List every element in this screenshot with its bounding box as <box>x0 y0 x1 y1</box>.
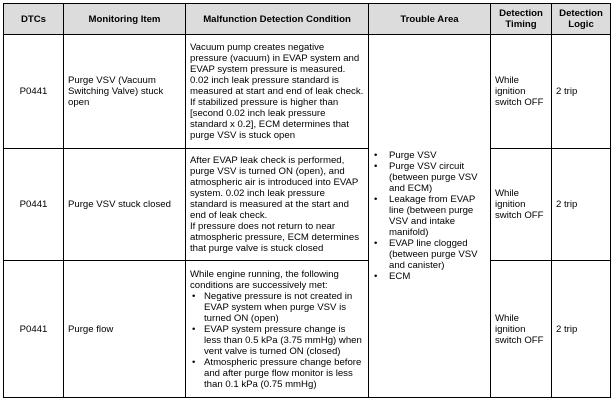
dtc-code: P0441 <box>4 149 64 261</box>
trouble-area-item: • Leakage from EVAP line (between purge VSV and intake manifold) <box>373 194 486 238</box>
header-dtc: DTCs <box>4 4 64 35</box>
malfunction-condition <box>186 35 369 149</box>
trouble-area-item: • ECM <box>373 271 486 282</box>
trouble-area-list <box>373 150 486 282</box>
detection-logic: 2 trip <box>552 149 611 261</box>
monitoring-item: Purge VSV (Vacuum Switching Valve) stuck open <box>64 35 186 149</box>
header-trouble-area: Trouble Area <box>369 4 491 35</box>
detection-timing: While ignition switch OFF <box>491 35 552 149</box>
trouble-area-item: • Purge VSV <box>373 150 486 161</box>
condition-bullet: • EVAP system pressure change is less than 0.5 kPa (3.75 mmHg) when vent valve is turned ON (closed) <box>190 324 364 357</box>
malfunction-condition <box>186 149 369 261</box>
dtc-code: P0441 <box>4 261 64 398</box>
trouble-area-item: • Purge VSV circuit (between purge VSV and ECM) <box>373 161 486 194</box>
header-malfunction-condition: Malfunction Detection Condition <box>186 4 369 35</box>
header-detection-logic: Detection Logic <box>552 4 611 35</box>
trouble-area-item: • EVAP line clogged (between purge VSV and canister) <box>373 238 486 271</box>
dtc-table <box>3 3 611 398</box>
condition-intro: While engine running, the following conditions are successively met: <box>190 268 339 291</box>
header-monitoring-item: Monitoring Item <box>64 4 186 35</box>
detection-logic: 2 trip <box>552 261 611 398</box>
condition-text: If pressure does not return to near atmospheric pressure, ECM determines that purge valve is stuck closed <box>190 221 360 254</box>
detection-timing: While ignition switch OFF <box>491 149 552 261</box>
malfunction-condition <box>186 261 369 398</box>
table-row <box>4 149 611 261</box>
trouble-area <box>369 35 491 398</box>
condition-text: Vacuum pump creates negative pressure (vacuum) in EVAP system and EVAP system pressure is measured. 0.02 inch leak pressure standard is measured at start and end of leak check. <box>190 42 364 97</box>
detection-timing: While ignition switch OFF <box>491 261 552 398</box>
monitoring-item: Purge flow <box>64 261 186 398</box>
header-detection-timing: Detection Timing <box>491 4 552 35</box>
table-row <box>4 261 611 398</box>
detection-logic: 2 trip <box>552 35 611 149</box>
header-row <box>4 4 611 35</box>
table-row <box>4 35 611 149</box>
condition-text: If stabilized pressure is higher than [second 0.02 inch leak pressure standard x 0.2], ECM determines that purge VSV is stuck open <box>190 97 349 141</box>
condition-list <box>190 291 364 390</box>
condition-bullet: • Atmospheric pressure change before and after purge flow monitor is less than 0.1 kPa (0.75 mmHg) <box>190 357 364 390</box>
dtc-code: P0441 <box>4 35 64 149</box>
monitoring-item: Purge VSV stuck closed <box>64 149 186 261</box>
condition-text: After EVAP leak check is performed, purge VSV is turned ON (open), and atmospheric air is introduced into EVAP system. 0.02 inch leak pressure standard is measured at the start and end of leak check. <box>190 155 359 221</box>
condition-bullet: • Negative pressure is not created in EVAP system when purge VSV is turned ON (open) <box>190 291 364 324</box>
